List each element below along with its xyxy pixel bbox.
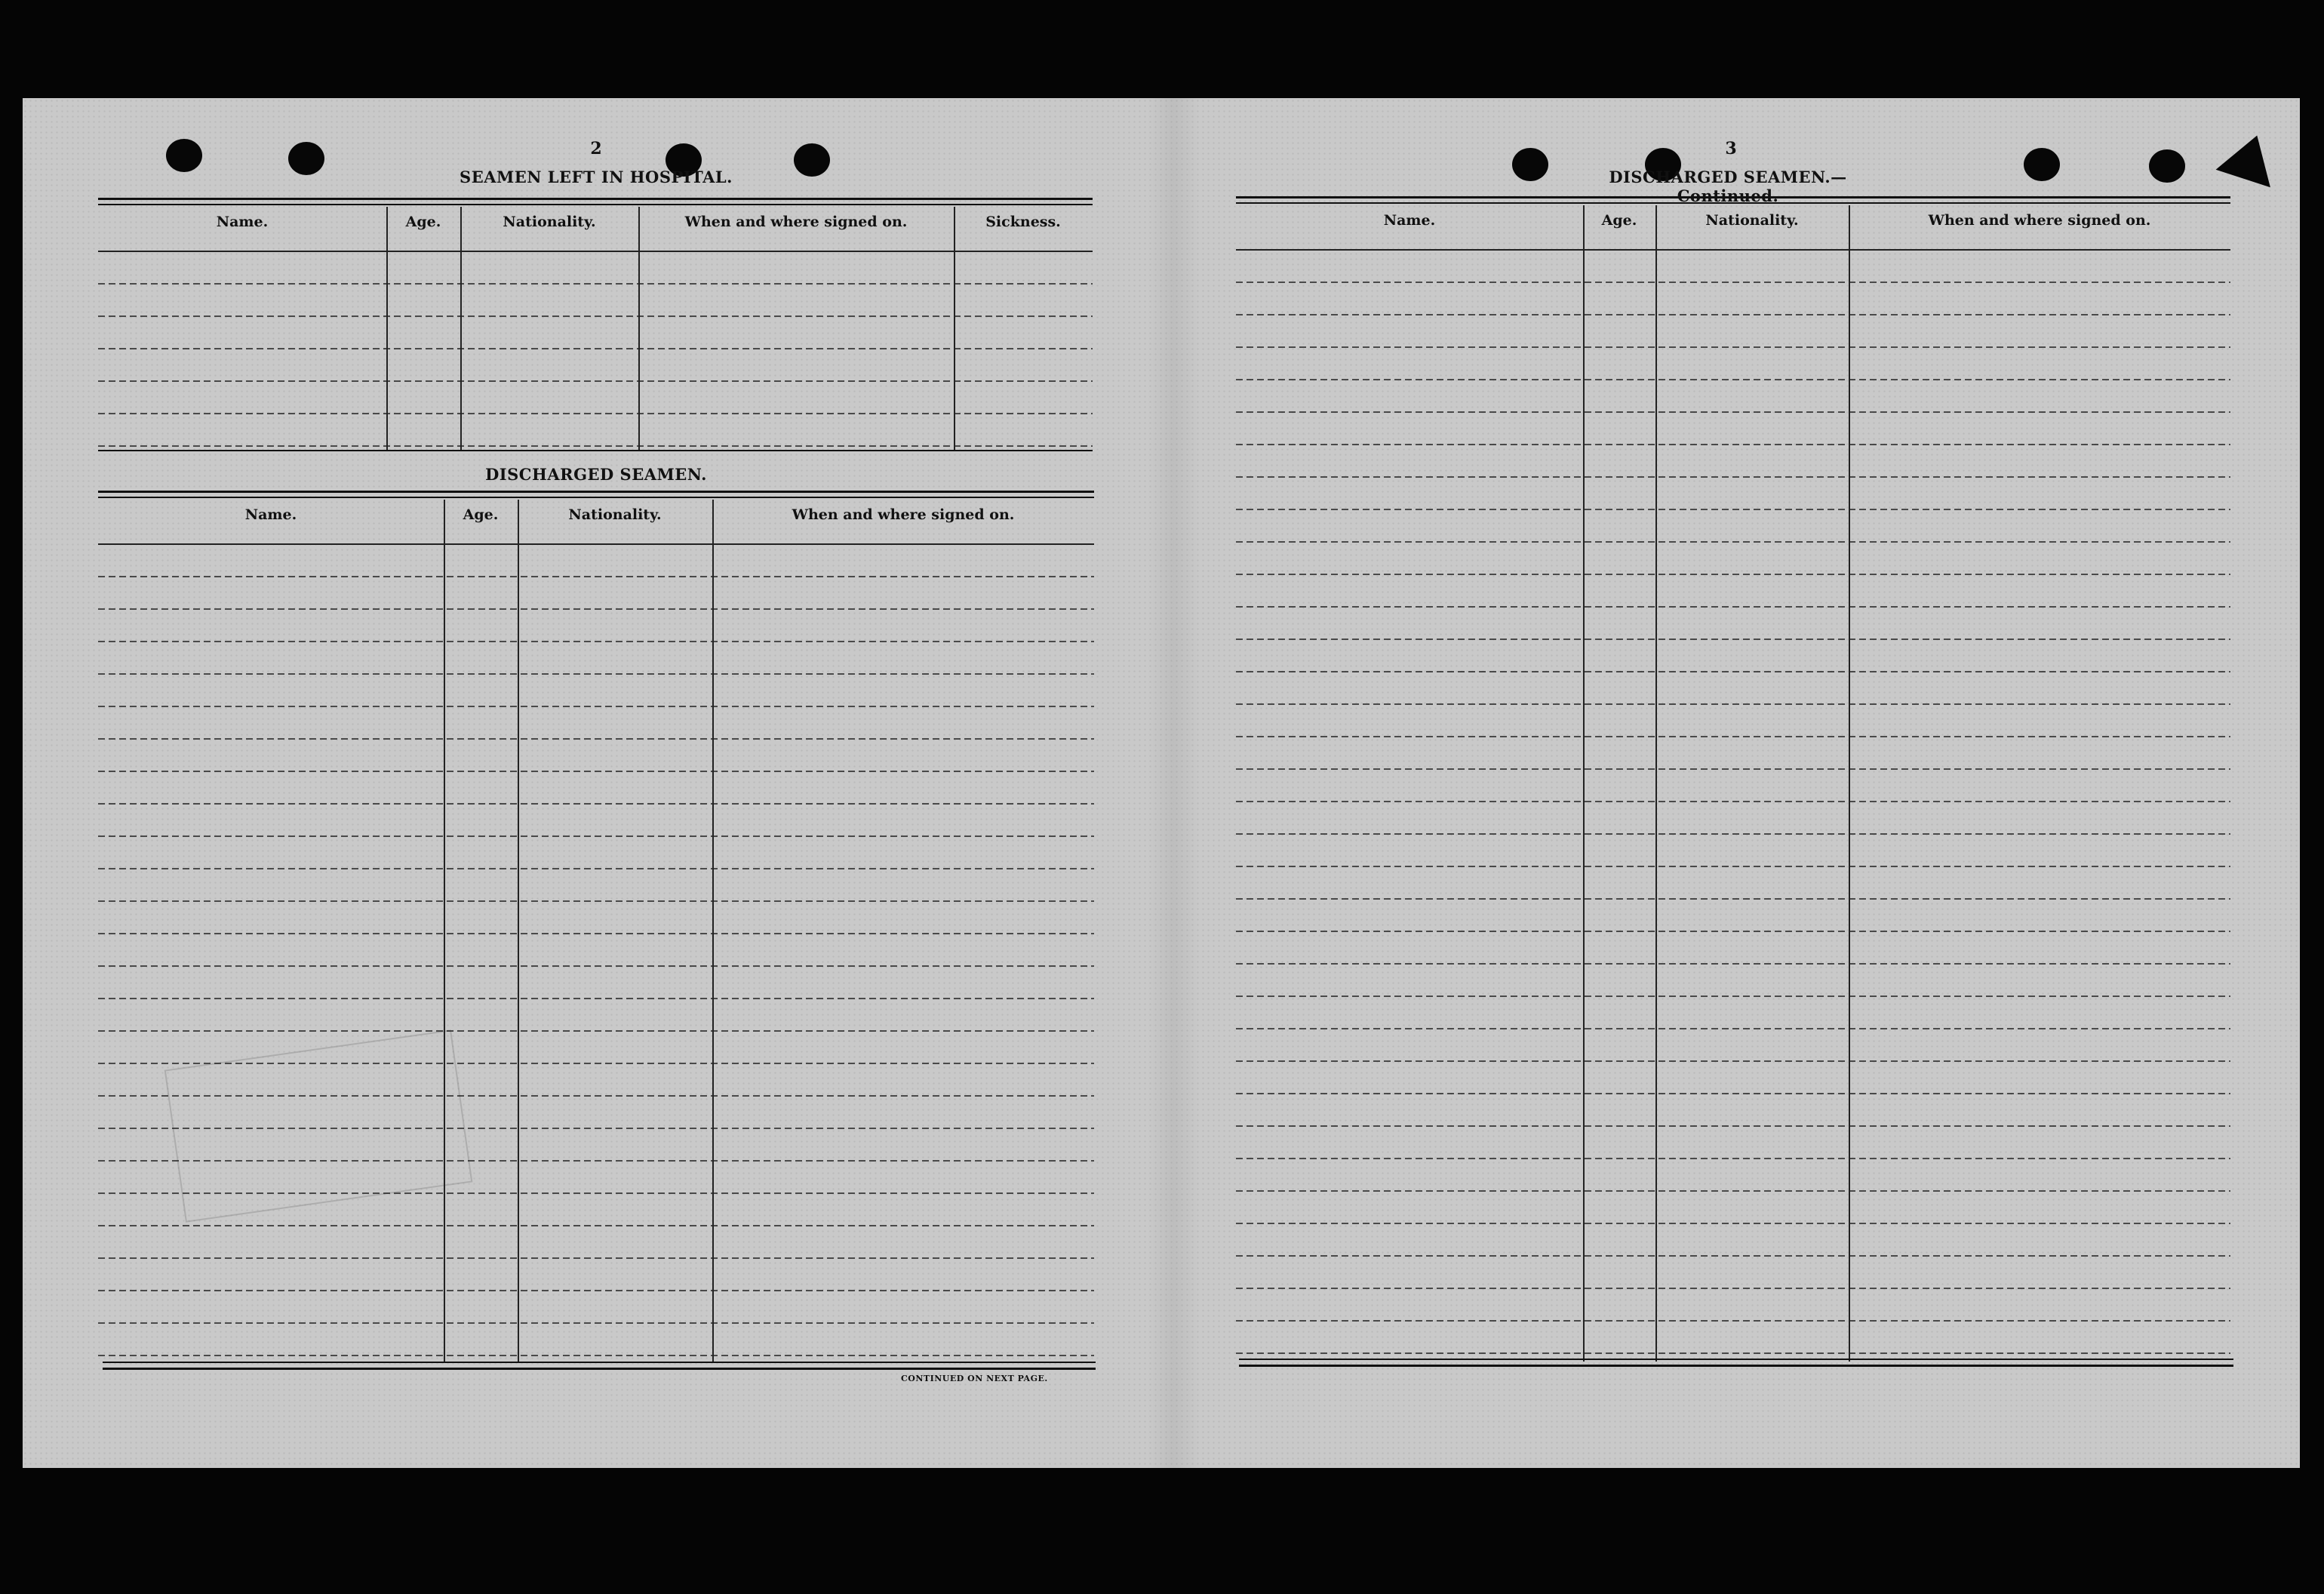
punch-hole [2024, 148, 2060, 181]
page-number-left: 2 [590, 139, 602, 158]
hospital-top-rule-2 [98, 204, 1093, 205]
col-header-age: Age. [1601, 212, 1637, 229]
hospital-section-title: SEAMEN LEFT IN HOSPITAL. [460, 168, 733, 186]
punch-hole [166, 139, 202, 172]
punch-hole [794, 143, 830, 177]
hospital-bottom-rule [98, 450, 1093, 451]
discharged-top-rule [98, 491, 1094, 493]
col-header-nationality: Nationality. [1705, 212, 1799, 229]
col-divider [386, 207, 388, 450]
ruled-rows [98, 545, 1094, 1360]
ruled-rows [1236, 251, 2230, 1359]
col-divider [444, 500, 445, 1363]
col-header-age: Age. [405, 214, 441, 230]
col-header-name: Name. [244, 506, 297, 523]
discharged-table [98, 500, 1094, 1363]
right-top-rule [1236, 196, 2230, 198]
col-divider [638, 207, 640, 450]
col-header-name: Name. [1383, 212, 1436, 229]
col-header-nationality: Nationality. [568, 506, 662, 523]
col-divider [518, 500, 519, 1363]
punch-hole [1512, 148, 1548, 181]
col-header-signed-on: When and where signed on. [792, 506, 1015, 523]
col-divider [460, 207, 462, 450]
right-bottom-rule [1239, 1359, 2233, 1360]
center-fold [1147, 98, 1200, 1468]
discharged-section-title: DISCHARGED SEAMEN. [485, 465, 707, 484]
discharged-bottom-rule [103, 1362, 1096, 1363]
col-header-sickness: Sickness. [985, 214, 1061, 230]
col-divider [1583, 205, 1585, 1362]
discharged-top-rule-2 [98, 497, 1094, 498]
col-divider [954, 207, 955, 450]
col-header-signed-on: When and where signed on. [684, 214, 908, 230]
right-bottom-rule-2 [1239, 1365, 2233, 1367]
col-divider [712, 500, 714, 1363]
discharged-continued-table [1236, 205, 2230, 1362]
punch-hole [288, 142, 324, 175]
right-top-rule-2 [1236, 202, 2230, 204]
col-header-name: Name. [216, 214, 269, 230]
col-header-nationality: Nationality. [503, 214, 596, 230]
discharged-continued-title: DISCHARGED SEAMEN.—Continued. [1609, 168, 1847, 205]
hospital-top-rule [98, 198, 1093, 200]
col-divider [1655, 205, 1657, 1362]
hospital-table [98, 207, 1093, 450]
punch-hole [2149, 149, 2185, 183]
discharged-bottom-rule-2 [103, 1368, 1096, 1370]
ruled-rows [98, 252, 1093, 447]
col-header-age: Age. [463, 506, 499, 523]
col-divider [1849, 205, 1850, 1362]
continued-note: CONTINUED ON NEXT PAGE. [901, 1374, 1048, 1383]
col-header-signed-on: When and where signed on. [1928, 212, 2151, 229]
page-number-right: 3 [1725, 139, 1737, 158]
